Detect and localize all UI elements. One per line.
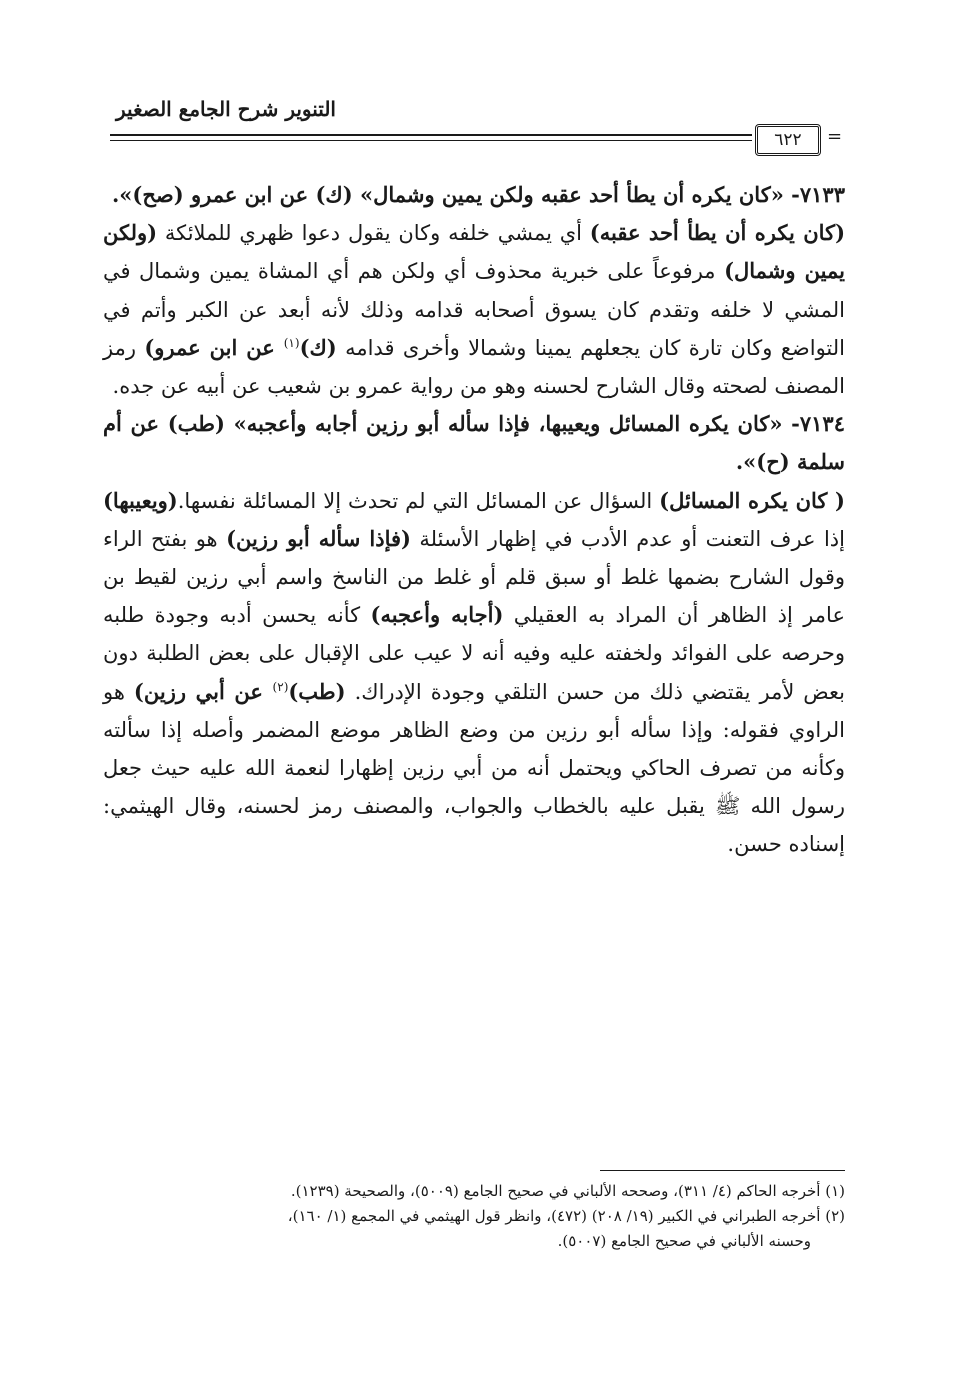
quoted-phrase: (كان يكره أن يطأ أحد عقبه)	[589, 220, 846, 246]
commentary-text: أي يمشي خلفه وكان يقول دعوا ظهري للملائكة	[157, 221, 590, 246]
hadith-number: ٧١٣٤	[799, 411, 845, 437]
quoted-phrase: عن أبي رزين)	[133, 678, 273, 704]
header-rule-thin	[110, 140, 752, 141]
hadith-dash: -	[782, 411, 800, 437]
footnote-2-continuation: وحسنه الألباني في صحيح الجامع (٥٠٠٧).	[557, 1232, 811, 1250]
header-mark: =	[827, 126, 843, 147]
footnote-divider	[600, 1170, 845, 1171]
commentary-text: السؤال عن المسائل التي لم تحدث إلا المسائلة نفسها.	[177, 488, 660, 513]
quoted-phrase: (فإذا سأله أبو رزين)	[226, 525, 411, 551]
footnote-1: (١) أخرجه الحاكم (٤/ ٣١١)، وصححه الألباني في صحيح الجامع (٥٠٠٩)، والصحيحة (١٢٣٩).	[290, 1182, 845, 1200]
quoted-phrase: عن ابن عمرو)	[144, 334, 284, 360]
header-rule	[110, 134, 752, 136]
page-number: ٦٢٢	[755, 124, 821, 156]
quoted-phrase: (ويعيبها)	[103, 487, 178, 513]
commentary-text: هو الراوي فقوله: وإذا سأله أبو رزين من وضع الظاهر موضع المضمر وأصله إذا سألته وكأنه من تصرف الحاكي ويحتمل أنه من أبي رزين إظهارا لنعمة الله عليه حيث جعل رسول الله ﷺ يقبل عليه بالخطاب والجواب، والمصنف رمز لحسنه، وقال الهيثمي: إسناده حسن.	[103, 679, 845, 857]
commentary-7133	[103, 214, 845, 405]
quoted-phrase: ( كان يكره المسائل)	[659, 487, 845, 513]
commentary-text: إذا عرف التعنت أو عدم الأدب في إظهار الأسئلة	[411, 526, 845, 551]
source-code: (طب)	[288, 678, 346, 704]
hadith-7133	[103, 176, 845, 214]
hadith-text: «كان يكره المسائل ويعيبها، فإذا سأله أبو رزين أجابه وأعجبه» (طب) عن أم سلمة (ح)».	[103, 411, 845, 475]
footnotes	[103, 1179, 845, 1254]
commentary-text: مرفوعاً على خبرية محذوف أي ولكن هم أي المشاة يمين وشمال في المشي لا خلفه وتقدم كان يسوق أصحابه قدامه وذلك لأنه أبعد عن الكبر وأتم في التواضع وكان تارة كان يجعلهم يمينا وشمالا وأخرى قدامه	[103, 259, 845, 360]
hadith-text: «كان يكره أن يطأ أحد عقبه ولكن يمين وشمال» (ك) عن ابن عمرو (صح)».	[111, 182, 784, 207]
footnote-ref-2[interactable]: (٢)	[272, 679, 289, 694]
running-title: التنوير شرح الجامع الصغير	[116, 97, 336, 121]
hadith-7134	[103, 405, 845, 481]
commentary-7134	[103, 482, 845, 864]
commentary-text: كأنه يحسن أدبه وجودة طلبه وحرصه على الفوائد ولخفته عليه وفيه أنه لا عيب على الإقبال على بعض الطلبة دون بعض لأمر يقتضي ذلك من حسن التلقي وجودة الإدراك.	[103, 603, 845, 704]
quoted-phrase: (أجابه وأعجبه)	[370, 602, 504, 628]
main-text	[103, 176, 845, 864]
hadith-number: ٧١٣٣	[799, 182, 845, 207]
quoted-phrase: (ولكن يمين وشمال)	[103, 220, 845, 284]
source-code: (ك)	[299, 334, 337, 360]
commentary-text: هو بفتح الراء وقول الشارح بضمها غلط أو سبق قلم أو غلط من الناسخ واسم أبي رزين لقيط بن عامر إذ الظاهر أن المراد به العقيلي	[103, 526, 845, 628]
footnote-ref-1[interactable]: (١)	[283, 335, 300, 350]
hadith-dash: -	[783, 182, 800, 207]
footnote-2: (٢) أخرجه الطبراني في الكبير (١٩/ ٢٠٨) (٤٧٢)، وانظر قول الهيثمي في المجمع (١/ ١٦٠)،	[287, 1207, 845, 1225]
commentary-text: رمز المصنف لصحته وقال الشارح لحسنه وهو من رواية عمرو بن شعيب عن أبيه عن جده.	[103, 335, 845, 399]
